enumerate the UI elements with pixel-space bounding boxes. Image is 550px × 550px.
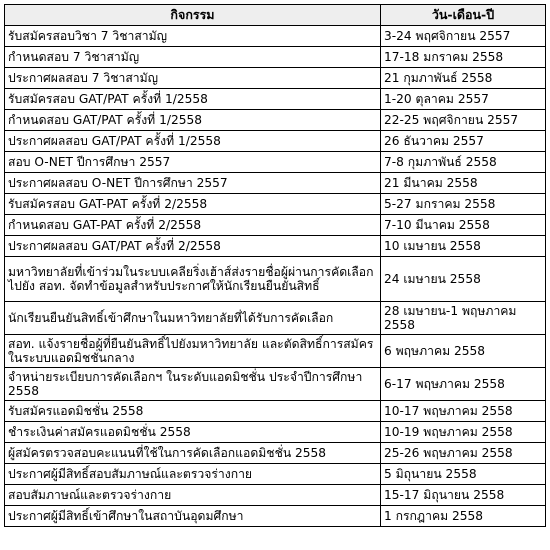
date-cell: 7-8 กุมภาพันธ์ 2558	[381, 152, 546, 173]
table-row	[5, 152, 546, 173]
table-row	[5, 236, 546, 257]
activity-cell: ประกาศผลสอบ GAT/PAT ครั้งที่ 1/2558	[5, 131, 381, 152]
date-cell: 21 กุมภาพันธ์ 2558	[381, 68, 546, 89]
activity-cell: กำหนดสอบ GAT/PAT ครั้งที่ 1/2558	[5, 110, 381, 131]
table-row	[5, 335, 546, 368]
activity-cell: ประกาศผลสอบ O-NET ปีการศึกษา 2557	[5, 173, 381, 194]
table-header-row	[5, 5, 546, 26]
table-row	[5, 257, 546, 302]
table-row	[5, 464, 546, 485]
table-row	[5, 368, 546, 401]
date-cell: 1-20 ตุลาคม 2557	[381, 89, 546, 110]
table-row	[5, 401, 546, 422]
activity-cell: กำหนดสอบ GAT-PAT ครั้งที่ 2/2558	[5, 215, 381, 236]
activity-cell: นักเรียนยืนยันสิทธิ์เข้าศึกษาในมหาวิทยาลัยที่ได้รับการคัดเลือก	[5, 302, 381, 335]
activity-cell: รับสมัครสอบ GAT-PAT ครั้งที่ 2/2558	[5, 194, 381, 215]
date-cell: 22-25 พฤศจิกายน 2557	[381, 110, 546, 131]
activity-cell: ประกาศผลสอบ GAT/PAT ครั้งที่ 2/2558	[5, 236, 381, 257]
activity-cell: ประกาศผู้มีสิทธิ์เข้าศึกษาในสถาบันอุดมศึกษา	[5, 506, 381, 527]
table-row	[5, 131, 546, 152]
activity-column-header: กิจกรรม	[5, 5, 381, 26]
date-cell: 6 พฤษภาคม 2558	[381, 335, 546, 368]
date-cell: 6-17 พฤษภาคม 2558	[381, 368, 546, 401]
activity-cell: ผู้สมัครตรวจสอบคะแนนที่ใช้ในการคัดเลือกแอดมิชชั่น 2558	[5, 443, 381, 464]
activity-cell: ประกาศผู้มีสิทธิ์สอบสัมภาษณ์และตรวจร่างกาย	[5, 464, 381, 485]
table-row	[5, 89, 546, 110]
date-cell: 24 เมษายน 2558	[381, 257, 546, 302]
date-cell: 7-10 มีนาคม 2558	[381, 215, 546, 236]
table-row	[5, 110, 546, 131]
date-cell: 10-17 พฤษภาคม 2558	[381, 401, 546, 422]
date-cell: 5 มิถุนายน 2558	[381, 464, 546, 485]
activity-cell: สอท. แจ้งรายชื่อผู้ที่ยืนยันสิทธิ์ไปยังมหาวิทยาลัย และตัดสิทธิ์การสมัครในระบบแอดมิชชั่นกลาง	[5, 335, 381, 368]
exam-schedule-table	[4, 4, 546, 527]
activity-cell: สอบ O-NET ปีการศึกษา 2557	[5, 152, 381, 173]
date-cell: 21 มีนาคม 2558	[381, 173, 546, 194]
date-cell: 10 เมษายน 2558	[381, 236, 546, 257]
date-cell: 3-24 พฤศจิกายน 2557	[381, 26, 546, 47]
activity-cell: ชำระเงินค่าสมัครแอดมิชชั่น 2558	[5, 422, 381, 443]
table-row	[5, 194, 546, 215]
activity-cell: ประกาศผลสอบ 7 วิชาสามัญ	[5, 68, 381, 89]
date-cell: 26 ธันวาคม 2557	[381, 131, 546, 152]
table-row	[5, 68, 546, 89]
table-row	[5, 215, 546, 236]
date-cell: 1 กรกฎาคม 2558	[381, 506, 546, 527]
date-column-header: วัน-เดือน-ปี	[381, 5, 546, 26]
activity-cell: รับสมัครสอบ GAT/PAT ครั้งที่ 1/2558	[5, 89, 381, 110]
table-row	[5, 47, 546, 68]
activity-cell: สอบสัมภาษณ์และตรวจร่างกาย	[5, 485, 381, 506]
date-cell: 5-27 มกราคม 2558	[381, 194, 546, 215]
table-row	[5, 506, 546, 527]
activity-cell: กำหนดสอบ 7 วิชาสามัญ	[5, 47, 381, 68]
activity-cell: มหาวิทยาลัยที่เข้าร่วมในระบบเคลียริ่งเฮ้าส์ส่งรายชื่อผู้ผ่านการคัดเลือกไปยัง สอท. จัดทำข้อมูลสำหรับประกาศให้นักเรียนยืนยันสิทธิ์	[5, 257, 381, 302]
activity-cell: รับสมัครแอดมิชชั่น 2558	[5, 401, 381, 422]
date-cell: 25-26 พฤษภาคม 2558	[381, 443, 546, 464]
date-cell: 10-19 พฤษภาคม 2558	[381, 422, 546, 443]
date-cell: 15-17 มิถุนายน 2558	[381, 485, 546, 506]
date-cell: 17-18 มกราคม 2558	[381, 47, 546, 68]
activity-cell: รับสมัครสอบวิชา 7 วิชาสามัญ	[5, 26, 381, 47]
activity-cell: จำหน่ายระเบียบการคัดเลือกฯ ในระดับแอดมิชชั่น ประจำปีการศึกษา 2558	[5, 368, 381, 401]
table-row	[5, 173, 546, 194]
date-cell: 28 เมษายน-1 พฤษภาคม 2558	[381, 302, 546, 335]
table-row	[5, 485, 546, 506]
table-row	[5, 422, 546, 443]
table-row	[5, 302, 546, 335]
table-row	[5, 26, 546, 47]
table-row	[5, 443, 546, 464]
